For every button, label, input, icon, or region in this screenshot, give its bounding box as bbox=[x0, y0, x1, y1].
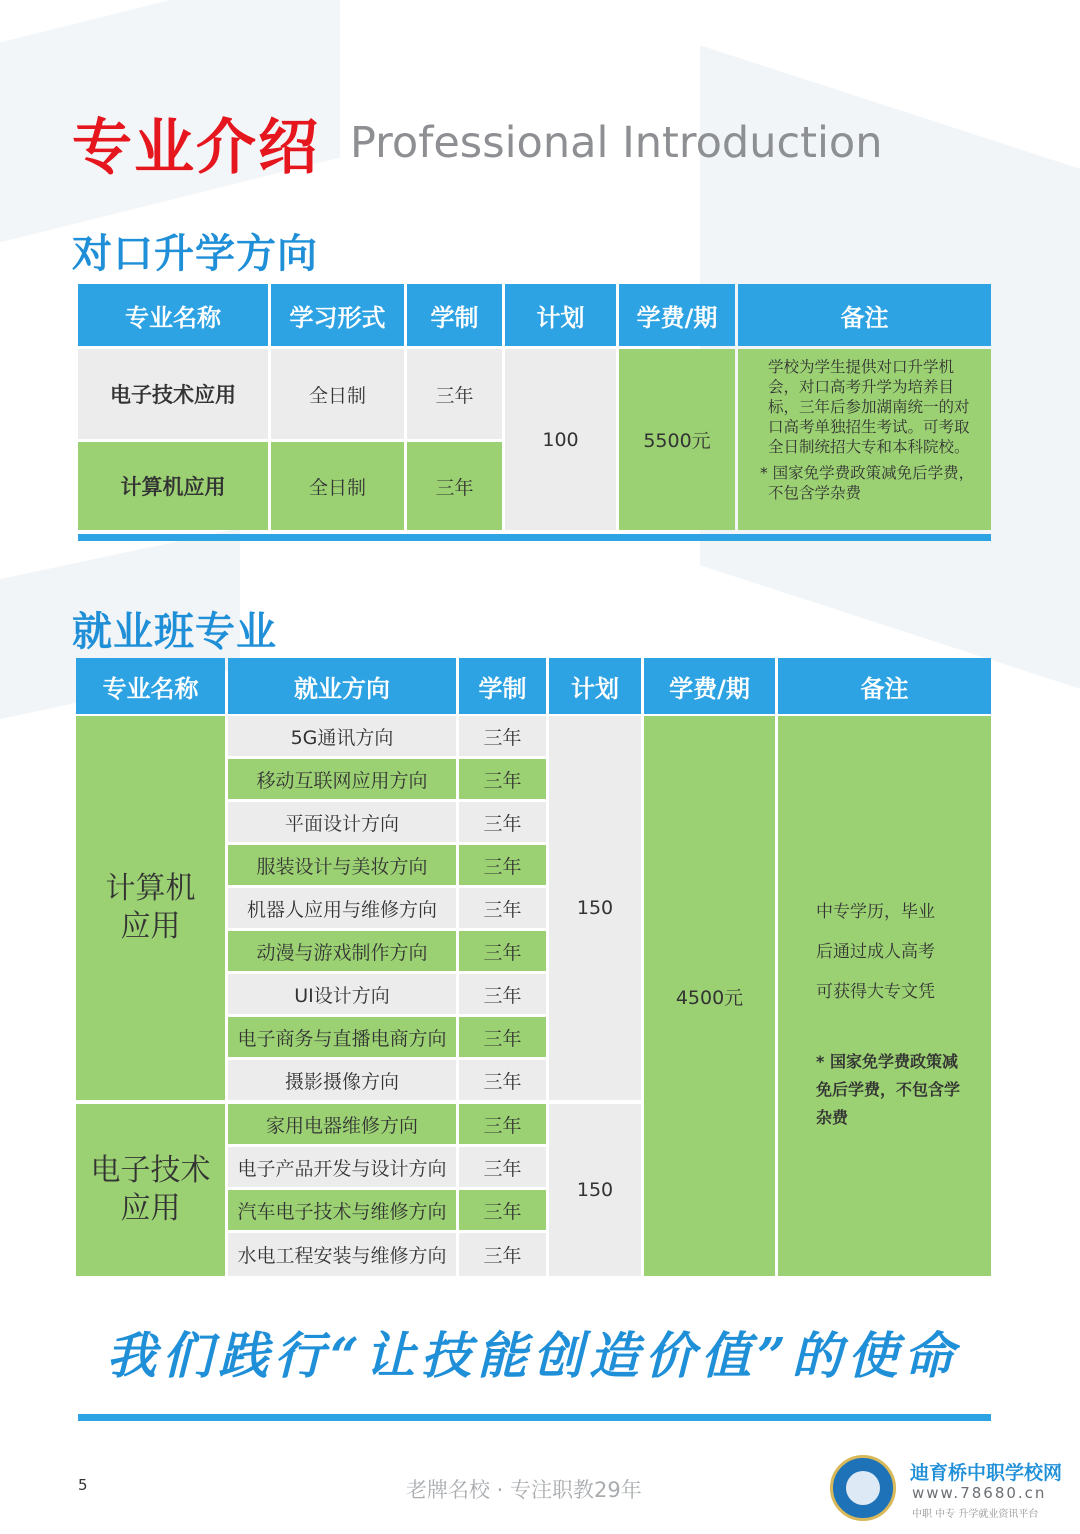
column-header: 学费/期 bbox=[644, 658, 775, 714]
study-form-cell: 全日制 bbox=[271, 349, 404, 439]
major-group-name: 应用 bbox=[120, 909, 181, 944]
section-title-employment: 就业班专业 bbox=[72, 609, 277, 655]
page-subtitle: Professional Introduction bbox=[350, 118, 883, 168]
page-title: 专业介绍 bbox=[72, 113, 320, 183]
remark-text: 可获得大专文凭 bbox=[816, 982, 935, 1002]
duration-cell: 三年 bbox=[459, 1233, 546, 1276]
duration-cell: 三年 bbox=[459, 1060, 546, 1100]
remark-text: 中专学历，毕业 bbox=[816, 902, 935, 922]
column-header: 备注 bbox=[738, 284, 991, 346]
duration-cell: 三年 bbox=[459, 1017, 546, 1057]
brand-url: www.78680.cn bbox=[912, 1484, 1047, 1502]
direction-cell: 摄影摄像方向 bbox=[228, 1060, 456, 1100]
direction-cell: 家用电器维修方向 bbox=[228, 1104, 456, 1144]
major-group-cell bbox=[76, 1104, 225, 1276]
major-name-cell: 电子技术应用 bbox=[78, 349, 268, 439]
remark-text: 后通过成人高考 bbox=[816, 942, 935, 962]
direction-cell: 5G通讯方向 bbox=[228, 716, 456, 756]
direction-cell: 电子产品开发与设计方向 bbox=[228, 1147, 456, 1187]
duration-cell: 三年 bbox=[407, 349, 502, 439]
major-group-name: 应用 bbox=[120, 1191, 181, 1226]
brand-name: 迪育桥中职学校网 bbox=[910, 1462, 1063, 1484]
direction-cell: 汽车电子技术与维修方向 bbox=[228, 1190, 456, 1230]
remark-text: 学校为学生提供对口升学机会，对口高考升学为培养目标，三年后参加湖南统一的对口高考单独招生考试。可考取全日制统招大专和本科院校。 bbox=[768, 358, 970, 456]
column-header: 学费/期 bbox=[619, 284, 735, 346]
plan-cell: 150 bbox=[549, 1104, 641, 1276]
remark-footnote: * 国家免学费政策减免后学费，不包含学杂费 bbox=[816, 1052, 961, 1127]
duration-cell: 三年 bbox=[459, 845, 546, 885]
duration-cell: 三年 bbox=[459, 1190, 546, 1230]
direction-cell: 服装设计与美妆方向 bbox=[228, 845, 456, 885]
school-logo-icon bbox=[830, 1455, 896, 1521]
page-number: 5 bbox=[78, 1476, 88, 1494]
column-header: 学制 bbox=[459, 658, 546, 714]
duration-cell: 三年 bbox=[407, 442, 502, 530]
direction-cell: 平面设计方向 bbox=[228, 802, 456, 842]
duration-cell: 三年 bbox=[459, 888, 546, 928]
column-header: 学习形式 bbox=[271, 284, 404, 346]
duration-cell: 三年 bbox=[459, 802, 546, 842]
remark-cell bbox=[738, 349, 991, 530]
plan-cell: 100 bbox=[505, 349, 616, 530]
fee-cell: 5500元 bbox=[619, 349, 735, 530]
direction-cell: UI设计方向 bbox=[228, 974, 456, 1014]
duration-cell: 三年 bbox=[459, 1104, 546, 1144]
slogan: 我们践行“让技能创造价值”的使命 bbox=[106, 1326, 960, 1385]
direction-cell: 电子商务与直播电商方向 bbox=[228, 1017, 456, 1057]
fee-cell: 4500元 bbox=[644, 716, 775, 1276]
divider-line bbox=[78, 534, 991, 541]
direction-cell: 动漫与游戏制作方向 bbox=[228, 931, 456, 971]
remark-footnote: * 国家免学费政策减免后学费，不包含学杂费 bbox=[760, 464, 975, 502]
direction-cell: 机器人应用与维修方向 bbox=[228, 888, 456, 928]
major-group-name: 电子技术 bbox=[90, 1153, 211, 1188]
major-name-cell: 计算机应用 bbox=[78, 442, 268, 530]
remark-cell bbox=[778, 716, 991, 1276]
major-group-name: 计算机 bbox=[105, 871, 196, 906]
column-header: 备注 bbox=[778, 658, 991, 714]
plan-cell: 150 bbox=[549, 716, 641, 1100]
column-header: 专业名称 bbox=[76, 658, 225, 714]
column-header: 专业名称 bbox=[78, 284, 268, 346]
brand-tagline: 中职 中专 升学就业资讯平台 bbox=[912, 1509, 1039, 1520]
column-header: 就业方向 bbox=[228, 658, 456, 714]
direction-cell: 水电工程安装与维修方向 bbox=[228, 1233, 456, 1276]
duration-cell: 三年 bbox=[459, 716, 546, 756]
study-form-cell: 全日制 bbox=[271, 442, 404, 530]
column-header: 计划 bbox=[505, 284, 616, 346]
divider-line bbox=[78, 1414, 991, 1421]
duration-cell: 三年 bbox=[459, 759, 546, 799]
direction-cell: 移动互联网应用方向 bbox=[228, 759, 456, 799]
major-group-cell bbox=[76, 716, 225, 1100]
column-header: 计划 bbox=[549, 658, 641, 714]
duration-cell: 三年 bbox=[459, 931, 546, 971]
duration-cell: 三年 bbox=[459, 974, 546, 1014]
footer-tagline: 老牌名校 · 专注职教29年 bbox=[406, 1478, 642, 1502]
column-header: 学制 bbox=[407, 284, 502, 346]
duration-cell: 三年 bbox=[459, 1147, 546, 1187]
section-title-entrance: 对口升学方向 bbox=[72, 231, 318, 277]
